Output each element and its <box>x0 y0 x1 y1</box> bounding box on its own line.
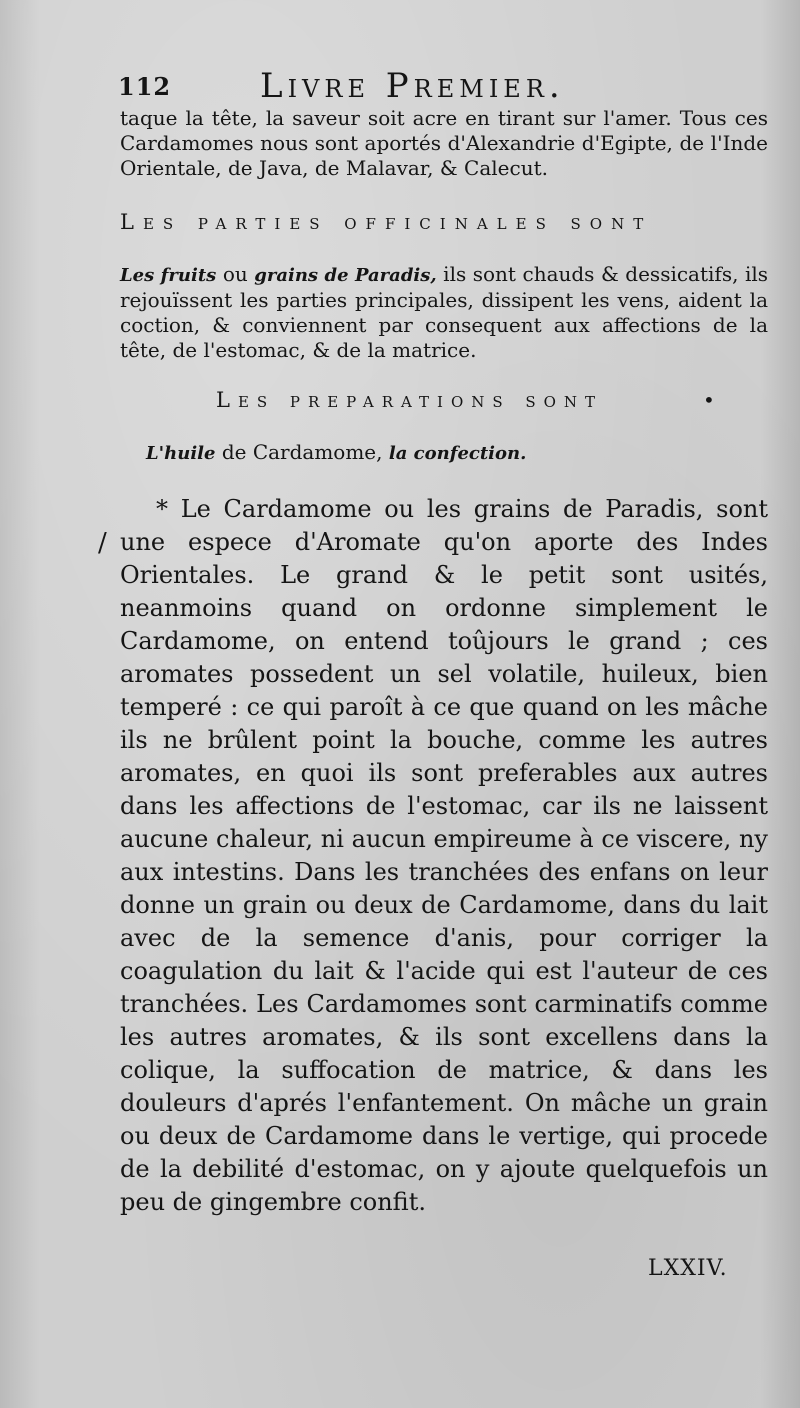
running-head <box>118 66 740 106</box>
prep-confection: la confection. <box>388 443 527 464</box>
officinal-parts-text: ils sont chauds & dessicatifs, ils rejouïssent les parties principales, dissipent les vens, aident la coction, & conviennent par consequent aux affections de la tête, de l'estomac, & de la matrice. <box>120 262 769 362</box>
paragraph-cardamom-commentary: * Le Cardamome ou les grains de Paradis, sont une espece d'Aromate qu'on aporte des Indes Orientales. Le grand & le petit sont usités, neanmoins quand on ordonne simplement le Cardamome, on entend toûjours le grand ; ces aromates possedent un sel volatile, huileux, bien temperé : ce qui paroît à ce que quand on les mâche ils ne brûlent point la bouche, comme les autres aromates, en quoi ils sont preferables aux autres dans les affections de l'estomac, car ils ne laissent aucune chaleur, ni aucun empireume à ce viscere, ny aux intestins. Dans les tranchées des enfans on leur donne un grain ou deux de Cardamome, dans du lait avec de la semence d'anis, pour corriger la coagulation du lait & l'acide qui est l'auteur de ces tranchées. Les Cardamomes sont carminatifs comme les autres aromates, & ils sont excellens dans la colique, la suffocation de matrice, & dans les douleurs d'aprés l'enfantement. On mâche un grain ou deux de Cardamome dans le vertige, qui procede de la debilité d'estomac, on y ajoute quelquefois un peu de gingembre confit. <box>120 495 768 1216</box>
heading-officinal-parts: Les parties officinales sont <box>120 210 653 234</box>
page-number: 112 <box>118 72 172 101</box>
running-title: Livre Premier. <box>260 66 565 106</box>
heading-preparations: Les preparations sont <box>216 388 604 412</box>
margin-slash-mark: / <box>98 528 107 558</box>
term-fruits: Les fruits <box>120 265 217 286</box>
catchword: LXXIV. <box>648 1256 728 1281</box>
margin-dot-mark: • <box>703 388 715 412</box>
preparations-list <box>146 440 526 464</box>
prep-oil-term: L'huile <box>146 443 216 464</box>
term-grains-paradis: grains de Paradis, <box>254 265 437 286</box>
paragraph-continuation: taque la tête, la saveur soit acre en tirant sur l'amer. Tous ces Cardamomes nous sont aportés d'Alexandrie d'Egipte, de l'Inde Orientale, de Java, de Malavar, & Calecut. <box>120 106 768 180</box>
paragraph-officinal-parts <box>120 262 768 363</box>
conjunction: ou <box>222 262 248 286</box>
prep-oil-rest: de Cardamome, <box>221 440 383 464</box>
